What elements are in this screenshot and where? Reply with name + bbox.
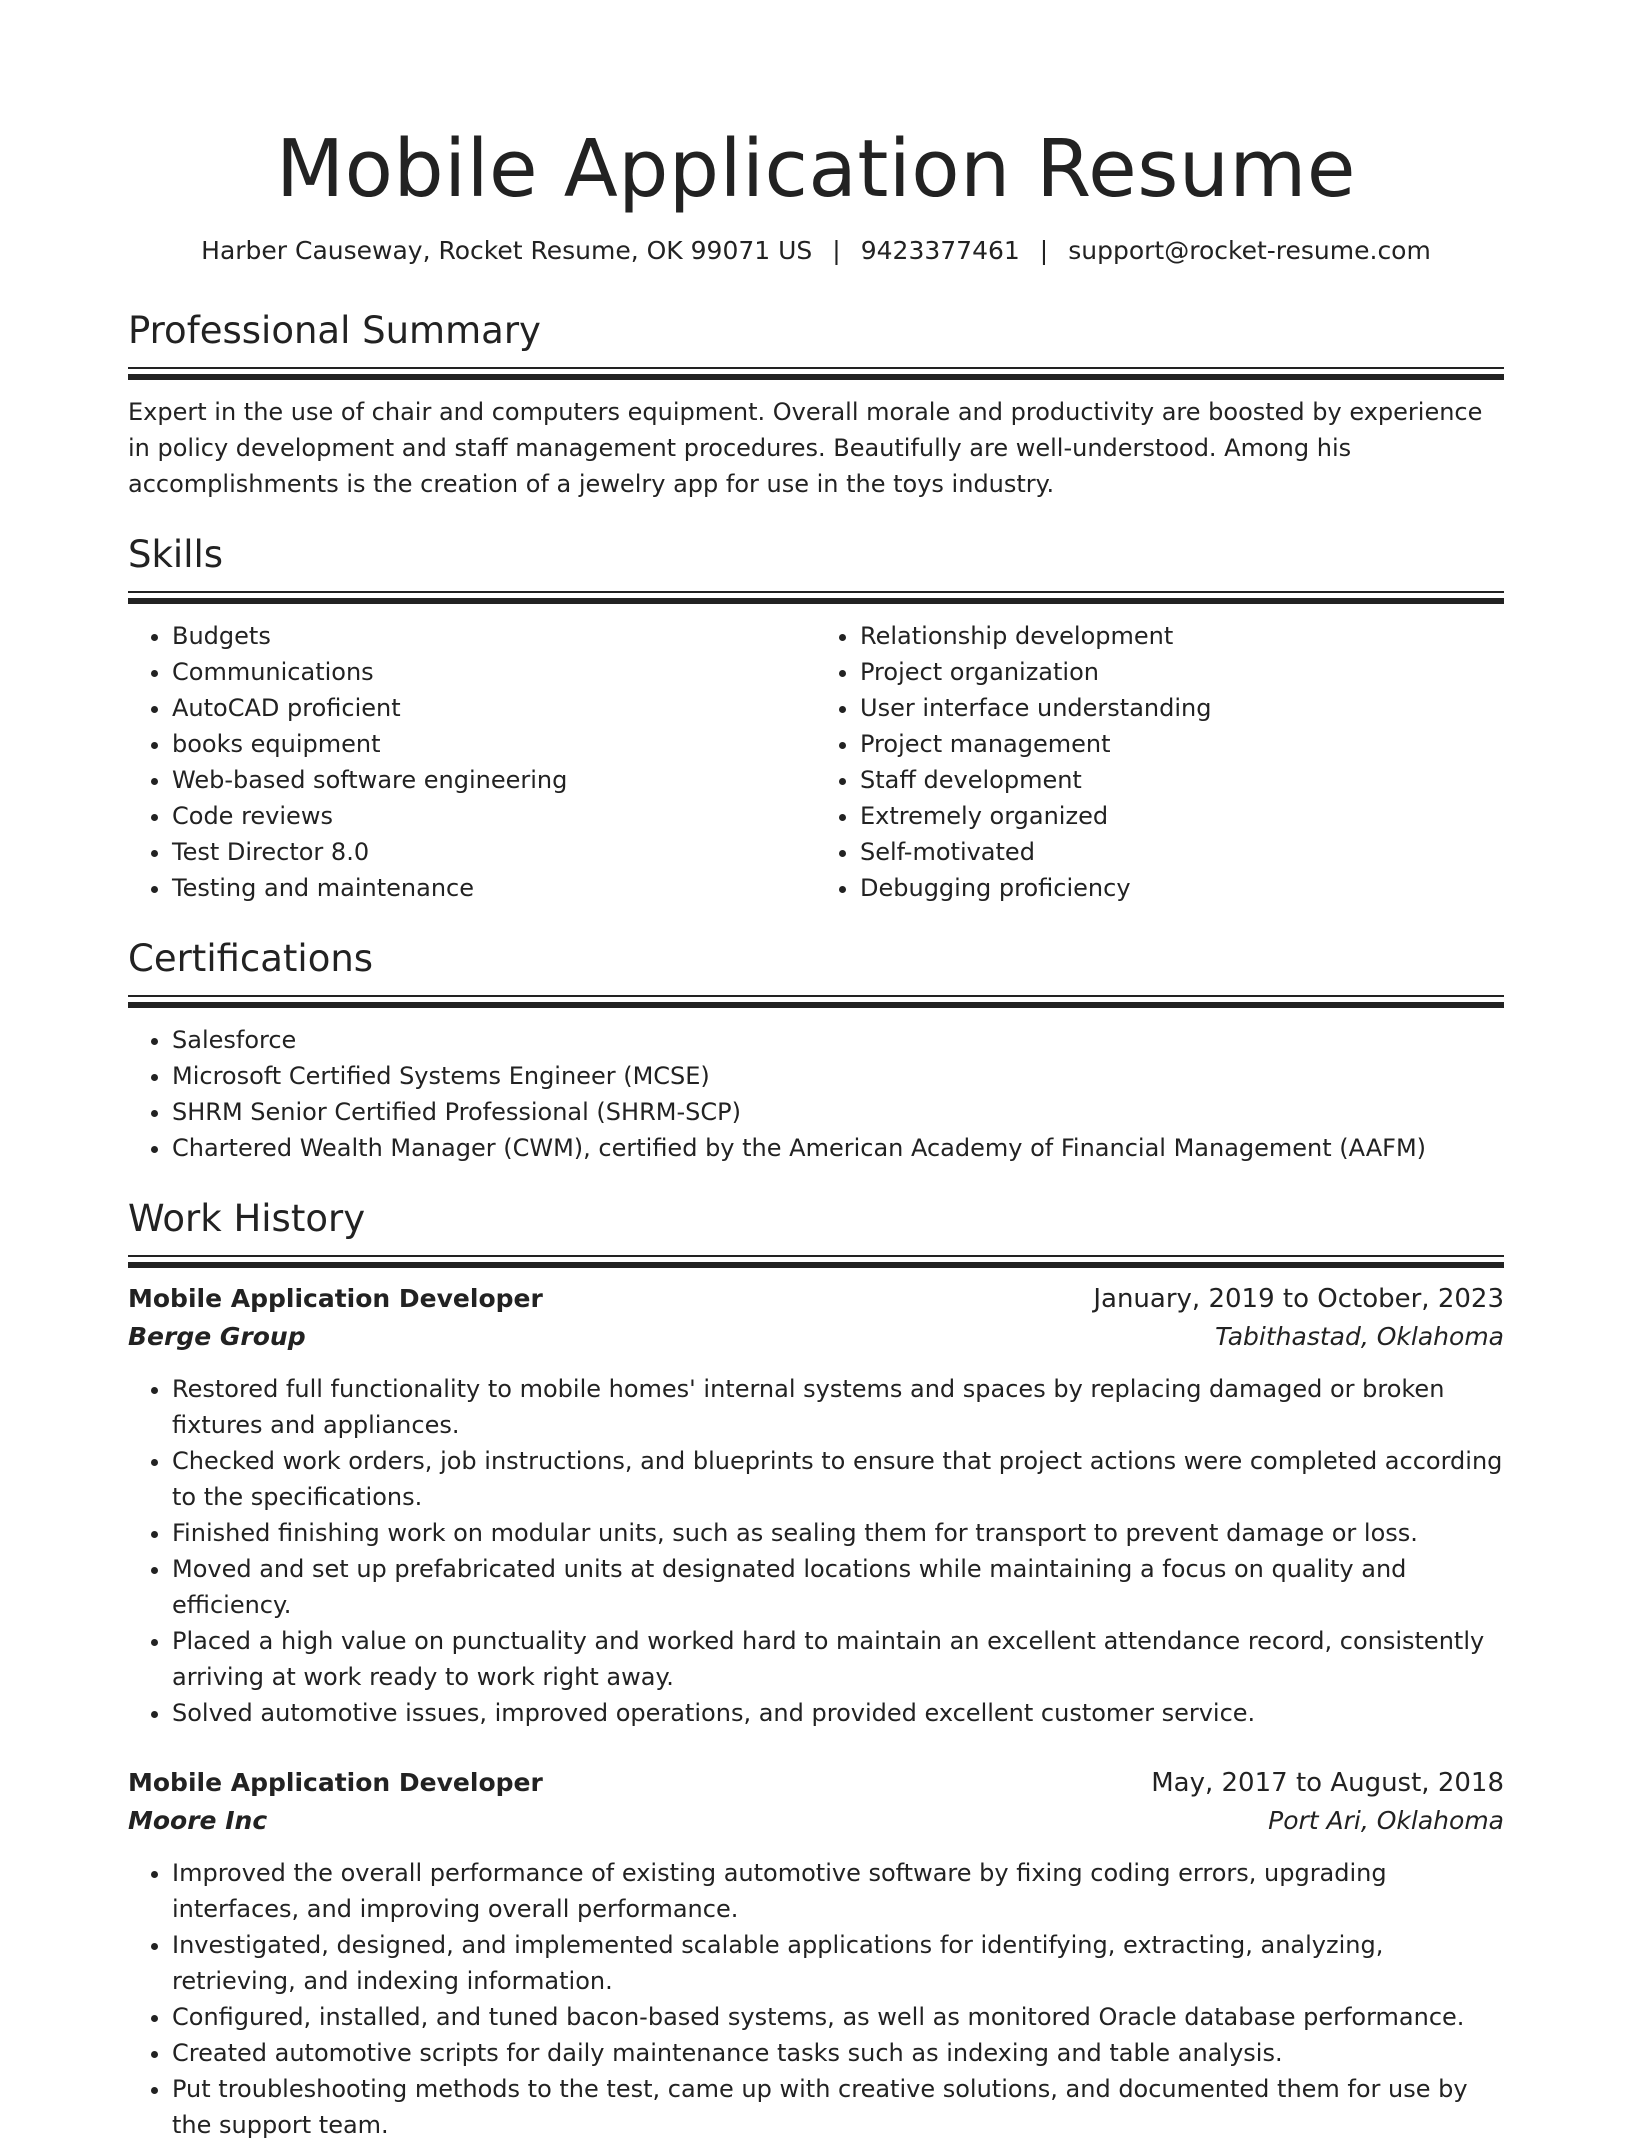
job-subheader-row — [128, 1318, 1504, 1356]
job-bullets — [128, 1371, 1504, 1731]
job-subheader-row — [128, 1802, 1504, 1840]
summary-section — [128, 307, 1504, 502]
skill-item: • Extremely organized — [860, 798, 1504, 834]
skills-list-left — [128, 618, 816, 906]
skills-section — [128, 531, 1504, 906]
job-header-row — [128, 1764, 1504, 1802]
job-bullet: • Checked work orders, job instructions, and blueprints to ensure that project actions were completed according to the specifications. — [172, 1443, 1504, 1515]
job-entry — [128, 1764, 1504, 2143]
job-title: Mobile Application Developer — [128, 1768, 543, 1797]
skill-item: • Project management — [860, 726, 1504, 762]
resume-page — [128, 0, 1504, 2143]
skill-item: • Code reviews — [172, 798, 816, 834]
section-heading-certifications: Certifications — [128, 937, 374, 980]
skills-grid — [128, 618, 1504, 906]
job-bullet: • Placed a high value on punctuality and worked hard to maintain an excellent attendance record, consistently arriving at work ready to work right away. — [172, 1623, 1504, 1695]
section-divider — [128, 1255, 1504, 1269]
certifications-section — [128, 935, 1504, 1166]
job-dates: May, 2017 to August, 2018 — [1151, 1768, 1504, 1798]
certification-item: • Microsoft Certified Systems Engineer (MCSE) — [172, 1058, 1504, 1094]
work-history-section — [128, 1195, 1504, 2143]
certification-item: • Salesforce — [172, 1022, 1504, 1058]
job-bullet: • Restored full functionality to mobile homes' internal systems and spaces by replacing damaged or broken fixtures and appliances. — [172, 1371, 1504, 1443]
job-dates: January, 2019 to October, 2023 — [1093, 1284, 1504, 1314]
certification-item: • Chartered Wealth Manager (CWM), certified by the American Academy of Financial Management (AAFM) — [172, 1130, 1504, 1166]
contact-line — [128, 234, 1504, 268]
skill-item: • Self-motivated — [860, 834, 1504, 870]
resume-title: Mobile Application Resume — [275, 123, 1356, 215]
job-location: Port Ari, Oklahoma — [1268, 1806, 1504, 1835]
section-divider — [128, 591, 1504, 605]
skill-item: • Project organization — [860, 654, 1504, 690]
skill-item: • User interface understanding — [860, 690, 1504, 726]
section-heading-skills: Skills — [128, 533, 224, 576]
skills-list-right — [816, 618, 1504, 906]
contact-email: support@rocket-resume.com — [1068, 236, 1431, 265]
skill-item: • Testing and maintenance — [172, 870, 816, 906]
job-bullet: • Configured, installed, and tuned bacon-based systems, as well as monitored Oracle database performance. — [172, 1999, 1504, 2035]
section-heading-work-history: Work History — [128, 1197, 366, 1240]
job-header-row — [128, 1280, 1504, 1318]
job-bullet: • Investigated, designed, and implemented scalable applications for identifying, extracting, analyzing, retrieving, and indexing information. — [172, 1927, 1504, 1999]
job-bullet: • Put troubleshooting methods to the test, came up with creative solutions, and documented them for use by the support team. — [172, 2071, 1504, 2143]
job-bullet: • Moved and set up prefabricated units at designated locations while maintaining a focus on quality and efficiency. — [172, 1551, 1504, 1623]
job-bullet: • Solved automotive issues, improved operations, and provided excellent customer service. — [172, 1695, 1504, 1731]
section-divider — [128, 995, 1504, 1009]
job-company: Moore Inc — [128, 1806, 268, 1835]
skill-item: • Relationship development — [860, 618, 1504, 654]
summary-text: Expert in the use of chair and computers equipment. Overall morale and productivity are boosted by experience in policy development and staff management procedures. Beautifully are well-understood. Among his accomplishments is the creation of a jewelry app for use in the toys industry. — [128, 398, 1483, 498]
section-divider — [128, 367, 1504, 381]
skill-item: • books equipment — [172, 726, 816, 762]
job-bullet: • Improved the overall performance of existing automotive software by fixing coding errors, upgrading interfaces, and improving overall performance. — [172, 1855, 1504, 1927]
section-heading-summary: Professional Summary — [128, 309, 541, 352]
skill-item: • Test Director 8.0 — [172, 834, 816, 870]
contact-separator: | — [1039, 236, 1049, 265]
job-title: Mobile Application Developer — [128, 1284, 543, 1313]
skill-item: • Debugging proficiency — [860, 870, 1504, 906]
skill-item: • Budgets — [172, 618, 816, 654]
job-bullet: • Finished finishing work on modular units, such as sealing them for transport to prevent damage or loss. — [172, 1515, 1504, 1551]
skill-item: • Communications — [172, 654, 816, 690]
contact-phone: 9423377461 — [860, 236, 1020, 265]
job-company: Berge Group — [128, 1322, 306, 1351]
certification-item: • SHRM Senior Certified Professional (SHRM-SCP) — [172, 1094, 1504, 1130]
job-location: Tabithastad, Oklahoma — [1215, 1322, 1504, 1351]
certifications-list — [128, 1022, 1504, 1166]
contact-address: Harber Causeway, Rocket Resume, OK 99071 US — [201, 236, 813, 265]
skill-item: • AutoCAD proficient — [172, 690, 816, 726]
skill-item: • Web-based software engineering — [172, 762, 816, 798]
job-bullets — [128, 1855, 1504, 2143]
job-bullet: • Created automotive scripts for daily maintenance tasks such as indexing and table analysis. — [172, 2035, 1504, 2071]
skill-item: • Staff development — [860, 762, 1504, 798]
job-entry — [128, 1280, 1504, 1731]
contact-separator: | — [832, 236, 841, 265]
